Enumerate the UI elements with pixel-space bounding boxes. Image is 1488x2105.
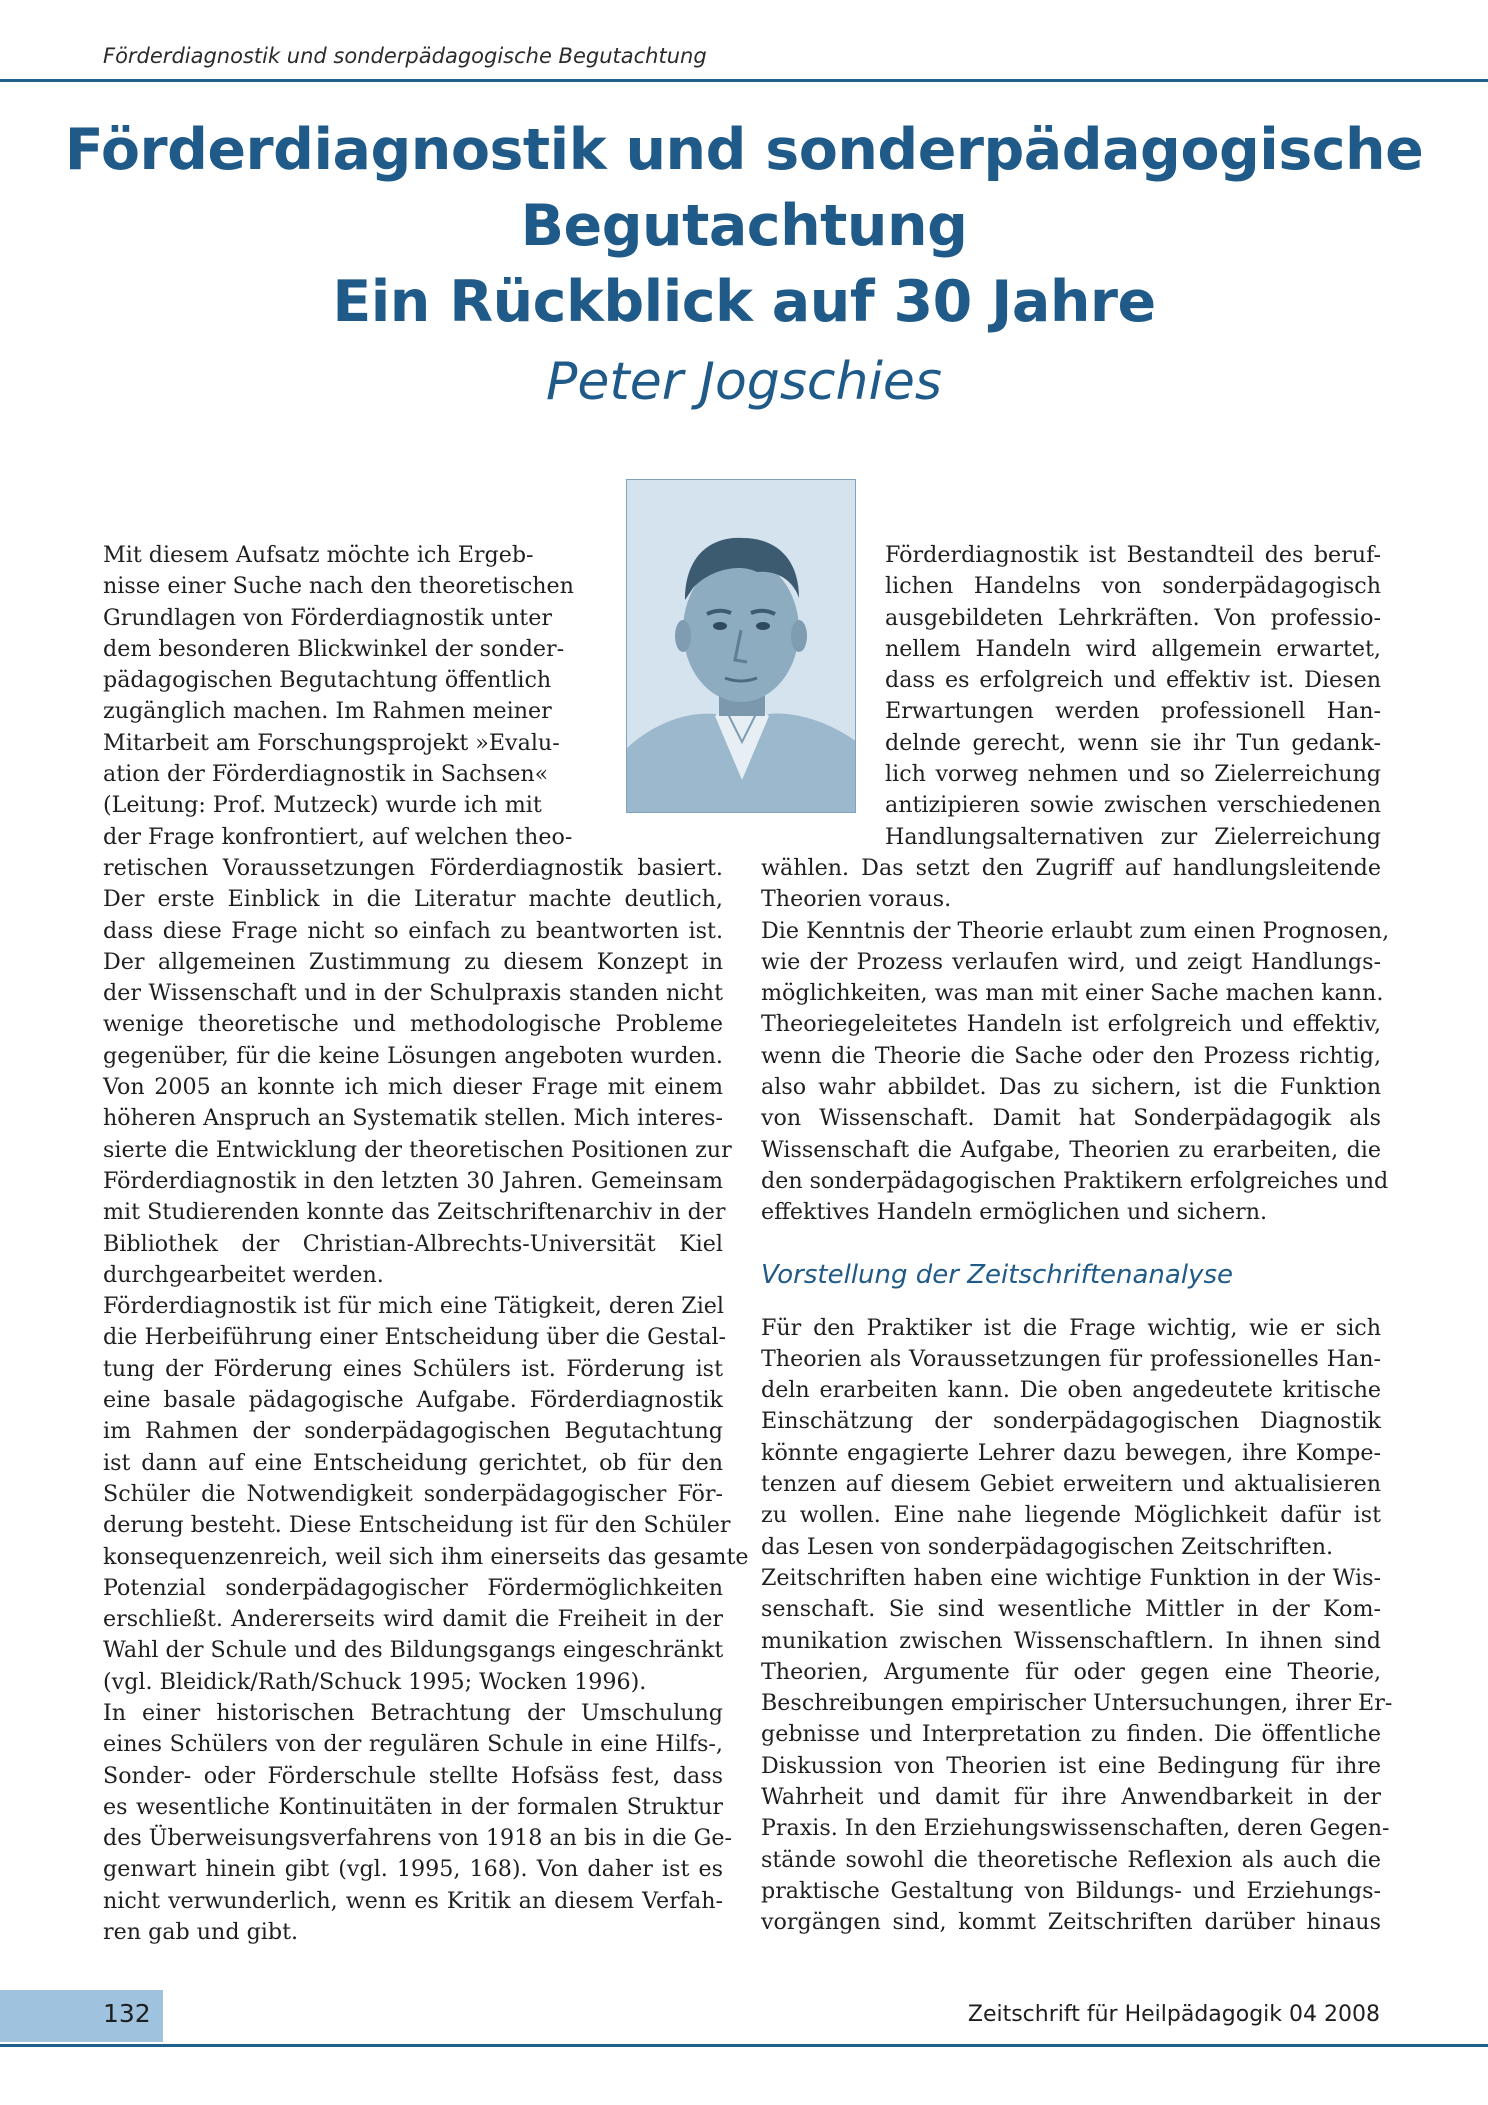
- text-line: In einer historischen Betrachtung der Umschulung: [103, 1699, 723, 1726]
- text-line: also wahr abbildet. Das zu sichern, ist die Funktion: [761, 1074, 1381, 1101]
- text-line: höheren Anspruch an Systematik stellen. Mich interes-: [103, 1105, 724, 1132]
- text-line: nellem Handeln wird allgemein erwartet,: [885, 635, 1381, 662]
- text-line: konsequenzenreich, weil sich ihm einerseits das gesamte: [103, 1543, 749, 1570]
- text-line: erschließt. Andererseits wird damit die Freiheit in der: [103, 1606, 723, 1633]
- text-line: eine basale pädagogische Aufgabe. Förderdiagnostik: [103, 1387, 723, 1414]
- section-heading: Vorstellung der Zeitschriftenanalyse: [761, 1259, 1233, 1290]
- paragraph: [761, 853, 1381, 916]
- text-line: Beschreibungen empirischer Untersuchungen, ihrer Er-: [761, 1690, 1393, 1717]
- text-line: der Frage konfrontiert, auf welchen theo-: [103, 823, 573, 850]
- paragraph: [103, 853, 732, 1291]
- paragraph: [761, 1563, 1393, 1939]
- author-name: Peter Jogschies: [546, 352, 942, 412]
- text-line: dass es erfolgreich und effektiv ist. Diesen: [885, 667, 1381, 694]
- text-line: die Herbeiführung einer Entscheidung über die Gestal-: [103, 1324, 727, 1351]
- text-line: Förderdiagnostik ist Bestandteil des beruf-: [885, 542, 1381, 568]
- text-line: Theorien voraus.: [761, 886, 952, 913]
- text-line: nisse einer Suche nach den theoretischen: [103, 573, 574, 600]
- text-line: Förderdiagnostik in den letzten 30 Jahren. Gemeinsam: [103, 1167, 723, 1194]
- text-line: Diskussion von Theorien ist eine Bedingung für ihre: [761, 1752, 1381, 1779]
- text-line: praktische Gestaltung von Bildungs- und Erziehungs-: [761, 1877, 1381, 1904]
- text-line: derung besteht. Diese Entscheidung ist für den Schüler: [103, 1512, 731, 1539]
- text-line: den sonderpädagogischen Praktikern erfolgreiches und: [761, 1167, 1389, 1194]
- text-line: vorgängen sind, kommt Zeitschriften darüber hinaus: [761, 1909, 1381, 1936]
- text-line: munikation zwischen Wissenschaftlern. In ihnen sind: [761, 1627, 1381, 1654]
- text-line: (Leitung: Prof. Mutzeck) wurde ich mit: [103, 792, 542, 819]
- article-title-line-1: Förderdiagnostik und sonderpädagogische: [64, 117, 1424, 183]
- text-line: Der erste Einblick in die Literatur machte deutlich,: [103, 886, 723, 913]
- text-line: Theorien, Argumente für oder gegen eine Theorie,: [761, 1658, 1381, 1685]
- text-line: zugänglich machen. Im Rahmen meiner: [103, 698, 552, 725]
- text-line: ausgebildeten Lehrkräften. Von professio-: [885, 604, 1381, 631]
- text-line: das Lesen von sonderpädagogischen Zeitschriften.: [761, 1533, 1334, 1560]
- text-line: möglichkeiten, was man mit einer Sache machen kann.: [761, 980, 1384, 1007]
- text-line: (vgl. Bleidick/Rath/Schuck 1995; Wocken 1996).: [103, 1668, 647, 1695]
- text-line: dem besonderen Blickwinkel der sonder-: [103, 635, 565, 662]
- text-line: Erwartungen werden professionell Han-: [885, 698, 1381, 725]
- text-line: Zeitschriften haben eine wichtige Funktion in der Wis-: [761, 1564, 1381, 1591]
- text-line: durchgearbeitet werden.: [103, 1261, 384, 1288]
- text-line: Für den Praktiker ist die Frage wichtig, wie er sich: [761, 1314, 1381, 1341]
- article-subtitle: Ein Rückblick auf 30 Jahre: [332, 269, 1156, 335]
- text-line: Sonder- oder Förderschule stellte Hofsäss fest, dass: [103, 1762, 723, 1789]
- bottom-rule: [0, 2044, 1488, 2047]
- text-line: nicht verwunderlich, wenn es Kritik an diesem Verfah-: [103, 1887, 723, 1914]
- paragraph: [103, 540, 574, 853]
- top-rule: [0, 79, 1488, 82]
- page-number: 132: [103, 1999, 151, 2028]
- text-line: des Überweisungsverfahrens von 1918 an bis in die Ge-: [103, 1825, 732, 1852]
- text-line: ation der Förderdiagnostik in Sachsen«: [103, 761, 549, 788]
- journal-footer: Zeitschrift für Heilpädagogik 04 2008: [967, 2002, 1380, 2027]
- title-block: [0, 112, 1488, 422]
- text-line: dass diese Frage nicht so einfach zu beantworten ist.: [103, 917, 723, 944]
- text-line: antizipieren sowie zwischen verschiedenen: [885, 792, 1381, 819]
- paragraph: [103, 1291, 749, 1698]
- text-line: effektives Handeln ermöglichen und sichern.: [761, 1199, 1268, 1226]
- text-line: Von 2005 an konnte ich mich dieser Frage mit einem: [103, 1074, 723, 1101]
- text-line: Einschätzung der sonderpädagogischen Diagnostik: [761, 1408, 1381, 1435]
- text-line: Handlungsalternativen zur Zielerreichung: [885, 823, 1381, 850]
- text-line: zu wollen. Eine nahe liegende Möglichkeit dafür ist: [761, 1502, 1381, 1529]
- text-line: delnde gerecht, wenn sie ihr Tun gedank-: [885, 729, 1381, 756]
- text-line: von Wissenschaft. Damit hat Sonderpädagogik als: [761, 1105, 1381, 1132]
- text-line: gebnisse und Interpretation zu finden. Die öffentliche: [761, 1721, 1381, 1748]
- text-line: tenzen auf diesem Gebiet erweitern und aktualisieren: [761, 1471, 1381, 1498]
- text-line: wenige theoretische und methodologische Probleme: [103, 1011, 723, 1038]
- text-line: eines Schülers von der regulären Schule in eine Hilfs-,: [103, 1731, 723, 1758]
- left-column: [103, 540, 749, 1948]
- text-line: gegenüber, für die keine Lösungen angeboten wurden.: [103, 1042, 723, 1069]
- paragraph: [885, 540, 1381, 853]
- text-line: mit Studierenden konnte das Zeitschriftenarchiv in der: [103, 1199, 726, 1226]
- text-line: Mitarbeit am Forschungsprojekt »Evalu-: [103, 729, 560, 756]
- text-line: Bibliothek der Christian-Albrechts-Universität Kiel: [103, 1230, 723, 1257]
- text-line: Die Kenntnis der Theorie erlaubt zum einen Prognosen,: [761, 917, 1390, 944]
- text-line: Schüler die Notwendigkeit sonderpädagogischer För-: [103, 1480, 723, 1507]
- text-line: senschaft. Sie sind wesentliche Mittler in der Kom-: [761, 1596, 1381, 1623]
- text-line: sierte die Entwicklung der theoretischen Positionen zur: [103, 1136, 732, 1163]
- text-line: stände sowohl die theoretische Reflexion als auch die: [761, 1846, 1381, 1873]
- text-line: es wesentliche Kontinuitäten in der formalen Struktur: [103, 1793, 723, 1820]
- text-line: Potenzial sonderpädagogischer Fördermöglichkeiten: [103, 1574, 723, 1601]
- text-line: lichen Handelns von sonderpädagogisch: [885, 573, 1381, 600]
- text-line: wählen. Das setzt den Zugriff auf handlungsleitende: [761, 854, 1381, 881]
- text-line: Praxis. In den Erziehungswissenschaften, deren Gegen-: [761, 1815, 1390, 1842]
- paragraph: [103, 1698, 732, 1948]
- text-line: wenn die Theorie die Sache oder den Prozess richtig,: [761, 1042, 1381, 1069]
- text-line: Wahl der Schule und des Bildungsgangs eingeschränkt: [103, 1637, 724, 1664]
- text-line: Wahrheit und damit für ihre Anwendbarkeit in der: [761, 1783, 1381, 1810]
- article-title-line-2: Begutachtung: [520, 193, 968, 259]
- text-line: Wissenschaft die Aufgabe, Theorien zu erarbeiten, die: [761, 1136, 1381, 1163]
- text-line: retischen Voraussetzungen Förderdiagnostik basiert.: [103, 854, 723, 881]
- running-head: Förderdiagnostik und sonderpädagogische Begutachtung: [103, 44, 707, 68]
- text-line: könnte engagierte Lehrer dazu bewegen, ihre Kompe-: [761, 1439, 1381, 1466]
- text-line: Mit diesem Aufsatz möchte ich Ergeb-: [103, 542, 534, 568]
- text-line: Der allgemeinen Zustimmung zu diesem Konzept in: [103, 948, 723, 975]
- right-column: [761, 540, 1393, 1938]
- text-line: deln erarbeiten kann. Die oben angedeutete kritische: [761, 1377, 1381, 1404]
- text-line: wie der Prozess verlaufen wird, und zeigt Handlungs-: [761, 948, 1381, 975]
- text-line: Förderdiagnostik ist für mich eine Tätigkeit, deren Ziel: [103, 1293, 725, 1320]
- text-line: lich vorweg nehmen und so Zielerreichung: [885, 761, 1381, 788]
- paragraph: [761, 1313, 1381, 1563]
- text-line: pädagogischen Begutachtung öffentlich: [103, 667, 552, 694]
- paragraph: [761, 916, 1390, 1229]
- text-line: genwart hinein gibt (vgl. 1995, 168). Von daher ist es: [103, 1856, 723, 1883]
- text-line: ist dann auf eine Entscheidung gerichtet, ob für den: [103, 1449, 723, 1476]
- text-line: ren gab und gibt.: [103, 1919, 299, 1946]
- text-line: Grundlagen von Förderdiagnostik unter: [103, 604, 552, 631]
- text-line: der Wissenschaft und in der Schulpraxis standen nicht: [103, 980, 723, 1007]
- text-line: Theorien als Voraussetzungen für professionelles Han-: [761, 1345, 1381, 1372]
- text-line: im Rahmen der sonderpädagogischen Begutachtung: [103, 1418, 723, 1445]
- text-line: Theoriegeleitetes Handeln ist erfolgreich und effektiv,: [761, 1011, 1381, 1038]
- text-line: tung der Förderung eines Schülers ist. Förderung ist: [103, 1355, 723, 1382]
